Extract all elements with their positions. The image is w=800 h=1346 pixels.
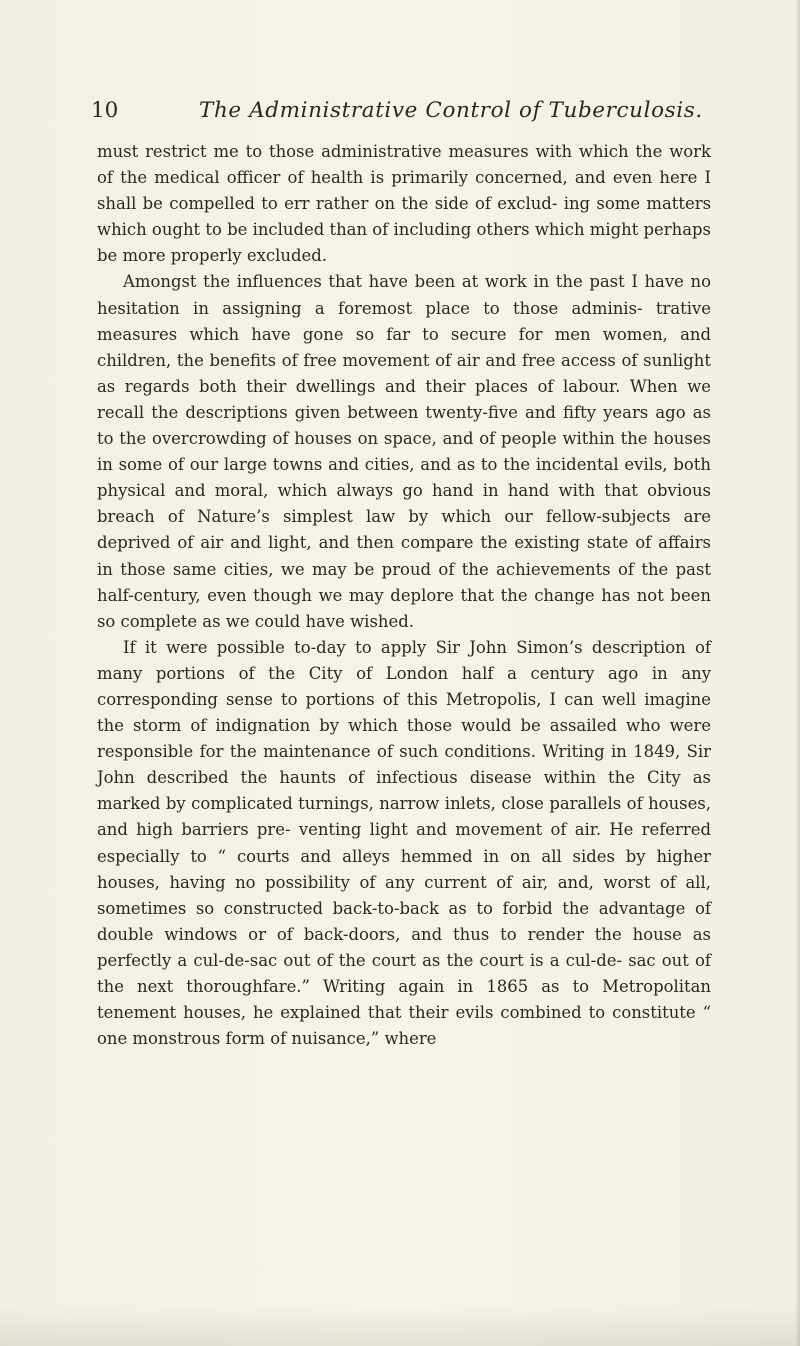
page-header (91, 96, 711, 126)
page-number: 10 (91, 98, 119, 123)
body-text (97, 139, 711, 1052)
page-bottom-shadow (0, 1306, 800, 1346)
paragraph: must restrict me to those administrative measures with which the work of the medical officer of health is primarily concerned, and even here I shall be compelled to err rather on the side of exclud- ing some matters which ought to be included than of including others which might perhaps be more properly excluded. (97, 142, 711, 266)
page-edge-shadow (795, 0, 800, 1346)
paragraph: Amongst the influences that have been at work in the past I have no hesitation in assigning a foremost place to those adminis- trative measures which have gone so far to secure for men women, and children, the benefits of free movement of air and free access of sunlight as regards both their dwellings and their places of labour. When we recall the descriptions given between twenty-five and fifty years ago as to the overcrowding of houses on space, and of people within the houses in some of our large towns and cities, and as to the incidental evils, both physical and moral, which always go hand in hand with that obvious breach of Nature’s simplest law by which our fellow-subjects are deprived of air and light, and then compare the existing state of affairs in those same cities, we may be proud of the achievements of the past half-century, even though we may deplore that the change has not been so complete as we could have wished. (97, 272, 711, 631)
paragraph: If it were possible to-day to apply Sir John Simon’s description of many portions of the City of London half a century ago in any corresponding sense to portions of this Metropolis, I can well imagine the storm of indignation by which those would be assailed who were responsible for the maintenance of such conditions. Writing in 1849, Sir John described the haunts of infectious disease within the City as marked by complicated turnings, narrow inlets, close parallels of houses, and high barriers pre- venting light and movement of air. He referred especially to “ courts and alleys hemmed in on all sides by higher houses, having no possibility of any current of air, and, worst of all, sometimes so constructed back-to-back as to forbid the advantage of double windows or of back-doors, and thus to render the house as perfectly a cul-de-sac out of the court as the court is a cul-de- sac out of the next thoroughfare.” Writing again in 1865 as to Metropolitan tenement houses, he explained that their evils combined to constitute “ one monstrous form of nuisance,” where (97, 637, 711, 1049)
running-title: The Administrative Control of Tuberculosis. (199, 98, 703, 123)
